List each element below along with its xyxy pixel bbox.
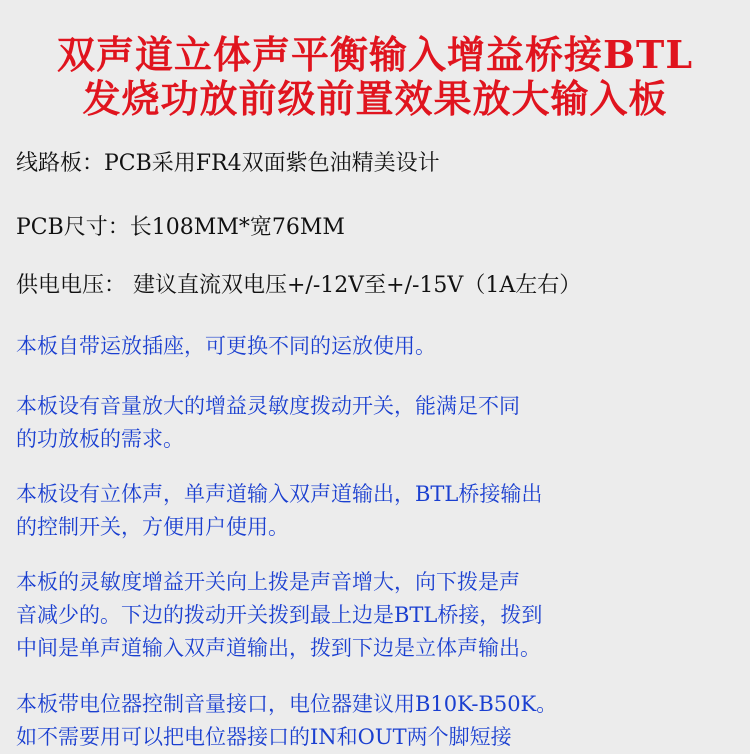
paragraph-volume-interface	[16, 688, 750, 754]
paragraph-line: 本板带电位器控制音量接口，电位器建议用B10K-B50K。	[16, 692, 558, 716]
paragraph-opamp-socket	[16, 330, 750, 363]
paragraph-line: 本板设有音量放大的增益灵敏度拨动开关，能满足不同	[16, 394, 520, 418]
paragraph-switch-usage	[16, 566, 750, 665]
paragraph-line: 的功放板的需求。	[16, 427, 184, 451]
page-title-line-2: 发烧功放前级前置效果放大输入板	[82, 76, 668, 121]
paragraph-line: 本板的灵敏度增益开关向上拨是声音增大，向下拨是声	[16, 570, 520, 594]
spec-power-supply: 供电电压： 建议直流双电压+/-12V至+/-15V（1A左右）	[16, 273, 582, 298]
page-title-line-1: 双声道立体声平衡输入增益桥接BTL	[56, 32, 694, 77]
paragraph-line: 音减少的。下边的拨动开关拨到最上边是BTL桥接，拨到	[16, 603, 543, 627]
paragraph-line: 如不需要用可以把电位器接口的IN和OUT两个脚短接	[16, 725, 512, 749]
paragraph-mode-switch	[16, 478, 750, 544]
paragraph-line: 本板设有立体声，单声道输入双声道输出，BTL桥接输出	[16, 482, 543, 506]
paragraph-line: 的控制开关，方便用户使用。	[16, 515, 289, 539]
spec-pcb-size: PCB尺寸：长108MM*宽76MM	[16, 215, 345, 240]
paragraph-gain-switch	[16, 390, 750, 456]
spec-pcb-material: 线路板：PCB采用FR4双面紫色油精美设计	[16, 151, 440, 176]
paragraph-line: 中间是单声道输入双声道输出，拨到下边是立体声输出。	[16, 636, 541, 660]
paragraph-line: 本板自带运放插座，可更换不同的运放使用。	[16, 334, 436, 358]
